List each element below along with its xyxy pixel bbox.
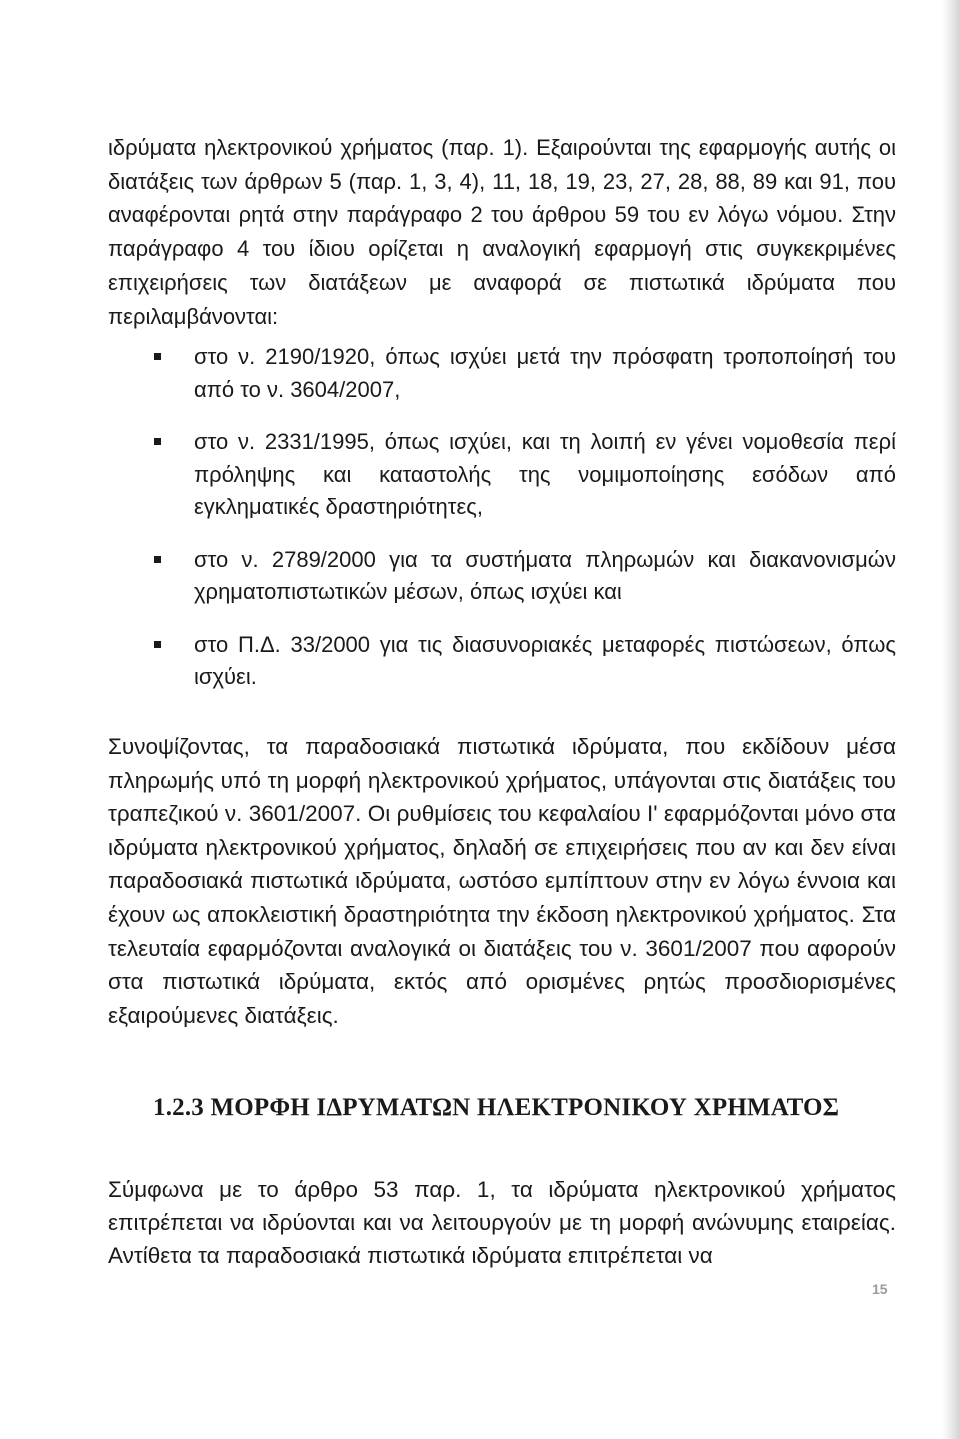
summary-paragraph: Συνοψίζοντας, τα παραδοσιακά πιστωτικά ιδρύματα, που εκδίδουν μέσα πληρωμής υπό τη μορφή ηλεκτρονικού χρήματος, υπάγονται στις διατάξεις του τραπεζικού ν. 3601/2007. Οι ρυθμίσεις του κεφαλαίου Ι' εφαρμόζονται μόνο στα ιδρύματα ηλεκτρονικού χρήματος, δηλαδή σε επιχειρήσεις που αν και δεν είναι παραδοσιακά πιστωτικά ιδρύματα, ωστόσο εμπίπτουν στην εν λόγω έννοια και έχουν ως αποκλειστική δραστηριότητα την έκδοση ηλεκτρονικού χρήματος. Στα τελευταία εφαρμόζονται αναλογικά οι διατάξεις του ν. 3601/2007 που αφορούν στα πιστωτικά ιδρύματα, εκτός από ορισμένες ρητώς προσδιορισμένες εξαιρούμενες διατάξεις. [108,734,896,1028]
square-bullet-icon [154,641,161,648]
bullet-list [150,341,896,714]
list-item-text: στο ν. 2190/1920, όπως ισχύει μετά την πρόσφατη τροποποίησή του από το ν. 3604/2007, [194,344,896,402]
list-item [150,629,896,694]
square-bullet-icon [154,438,161,445]
list-item [150,426,896,524]
list-item [150,544,896,609]
square-bullet-icon [154,353,161,360]
page-number: 15 [872,1281,888,1297]
section-heading: 1.2.3 ΜΟΡΦΗ ΙΔΡΥΜΑΤΩΝ ΗΛΕΚΤΡΟΝΙΚΟΥ ΧΡΗΜΑΤΟΣ [153,1094,840,1121]
list-item [150,341,896,406]
list-item-text: στο ν. 2789/2000 για τα συστήματα πληρωμών και διακανονισμών χρηματοπιστωτικών μέσων, όπως ισχύει και [194,546,896,604]
list-item-text: στο Π.Δ. 33/2000 για τις διασυνοριακές μεταφορές πιστώσεων, όπως ισχύει. [194,631,896,689]
closing-paragraph: Σύμφωνα με το άρθρο 53 παρ. 1, τα ιδρύματα ηλεκτρονικού χρήματος επιτρέπεται να ιδρύονται και να λειτουργούν με τη μορφή ανώνυμης εταιρείας. Αντίθετα τα παραδοσιακά πιστωτικά ιδρύματα επιτρέπεται να [108,1177,896,1268]
intro-paragraph: ιδρύματα ηλεκτρονικού χρήματος (παρ. 1). Εξαιρούνται της εφαρμογής αυτής οι διατάξεις των άρθρων 5 (παρ. 1, 3, 4), 11, 18, 19, 23, 27, 28, 88, 89 και 91, που αναφέρονται ρητά στην παράγραφο 2 του άρθρου 59 του εν λόγω νόμου. Στην παράγραφο 4 του ίδιου ορίζεται η αναλογική εφαρμογή στις συγκεκριμένες επιχειρήσεις των διατάξεων με αναφορά σε πιστωτικά ιδρύματα που περιλαμβάνονται: [108,135,896,329]
list-item-text: στο ν. 2331/1995, όπως ισχύει, και τη λοιπή εν γένει νομοθεσία περί πρόληψης και καταστολής της νομιμοποίησης εσόδων από εγκληματικές δραστηριότητες, [194,429,896,519]
square-bullet-icon [154,556,161,563]
scan-edge-shadow [942,0,960,1439]
